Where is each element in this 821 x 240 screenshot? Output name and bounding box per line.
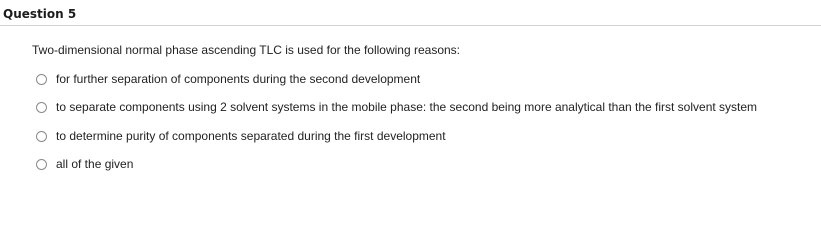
radio-button[interactable] [36, 131, 47, 142]
answer-option-2[interactable] [36, 99, 757, 115]
answer-option-4[interactable] [36, 156, 133, 172]
radio-button[interactable] [36, 74, 47, 85]
radio-button[interactable] [36, 159, 47, 170]
answer-option-3[interactable] [36, 128, 446, 144]
answer-option-1[interactable] [36, 71, 420, 87]
option-label: all of the given [56, 157, 134, 171]
question-header [0, 0, 821, 26]
option-label: to separate components using 2 solvent systems in the mobile phase: the second being more analytical than the first solvent system [56, 100, 758, 114]
radio-button[interactable] [36, 102, 47, 113]
option-label: to determine purity of components separated during the first development [56, 129, 446, 143]
question-text: Two-dimensional normal phase ascending TLC is used for the following reasons: [32, 43, 461, 57]
option-label: for further separation of components during the second development [56, 72, 421, 86]
question-title: Question 5 [3, 7, 77, 21]
